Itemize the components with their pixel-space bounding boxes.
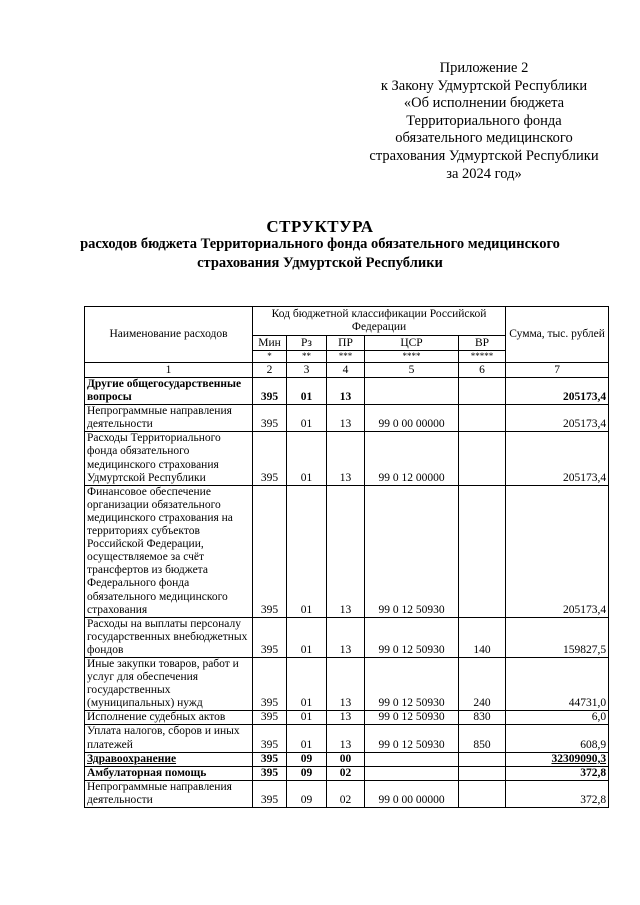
- row-csr: 99 0 00 00000: [365, 405, 459, 432]
- header-name: Наименование расходов: [85, 307, 253, 363]
- row-csr: 99 0 00 00000: [365, 780, 459, 807]
- table-row: [85, 766, 609, 780]
- row-min: 395: [253, 711, 287, 725]
- row-name: Исполнение судебных актов: [85, 711, 253, 725]
- row-name: Иные закупки товаров, работ и услуг для обеспечения государственных (муниципальных) нужд: [85, 657, 253, 710]
- row-name: Непрограммные направления деятельности: [85, 405, 253, 432]
- row-vr: 140: [459, 617, 506, 657]
- header-rz-mark: **: [287, 351, 327, 363]
- header-vr: ВР: [459, 336, 506, 351]
- row-sum: 205173,4: [506, 485, 609, 617]
- row-rz: 01: [287, 485, 327, 617]
- row-vr: [459, 432, 506, 485]
- row-csr: [365, 752, 459, 766]
- row-pr: 02: [327, 780, 365, 807]
- table-row: [85, 780, 609, 807]
- row-min: 395: [253, 752, 287, 766]
- row-csr: 99 0 12 50930: [365, 617, 459, 657]
- row-name: Финансовое обеспечение организации обязательного медицинского страхования на территориях субъектов Российской Федерации, осуществляемое за счёт трансфертов из бюджета Федерального фонда обязательного медицинского страхования: [85, 485, 253, 617]
- row-pr: 13: [327, 405, 365, 432]
- row-sum: 6,0: [506, 711, 609, 725]
- row-vr: 830: [459, 711, 506, 725]
- row-csr: 99 0 12 50930: [365, 711, 459, 725]
- column-number: 4: [327, 363, 365, 378]
- row-vr: [459, 378, 506, 405]
- row-name: Непрограммные направления деятельности: [85, 780, 253, 807]
- row-name: Расходы Территориального фонда обязательного медицинского страхования Удмуртской Республики: [85, 432, 253, 485]
- column-number: 5: [365, 363, 459, 378]
- table-row: [85, 725, 609, 752]
- row-sum: 205173,4: [506, 378, 609, 405]
- row-rz: 09: [287, 780, 327, 807]
- row-sum: 372,8: [506, 780, 609, 807]
- table-row: [85, 617, 609, 657]
- column-number: 3: [287, 363, 327, 378]
- row-pr: 13: [327, 657, 365, 710]
- row-name: Расходы на выплаты персоналу государственных внебюджетных фондов: [85, 617, 253, 657]
- document-subtitle-line-2: страхования Удмуртской Республики: [197, 255, 443, 271]
- row-pr: 13: [327, 485, 365, 617]
- row-rz: 01: [287, 378, 327, 405]
- row-min: 395: [253, 617, 287, 657]
- row-sum: 205173,4: [506, 432, 609, 485]
- annex-line: страхования Удмуртской Республики: [369, 147, 599, 164]
- row-min: 395: [253, 485, 287, 617]
- header-min-mark: *: [253, 351, 287, 363]
- table-row: [85, 752, 609, 766]
- row-pr: 13: [327, 711, 365, 725]
- header-pr: ПР: [327, 336, 365, 351]
- row-min: 395: [253, 378, 287, 405]
- header-rz: Рз: [287, 336, 327, 351]
- row-name: Уплата налогов, сборов и иных платежей: [85, 725, 253, 752]
- annex-line: к Закону Удмуртской Республики: [380, 77, 588, 94]
- row-name: Здравоохранение: [85, 752, 253, 766]
- row-vr: 240: [459, 657, 506, 710]
- header-pr-mark: ***: [327, 351, 365, 363]
- table-row: [85, 378, 609, 405]
- table-row: [85, 657, 609, 710]
- row-sum: 159827,5: [506, 617, 609, 657]
- table-row: [85, 711, 609, 725]
- annex-block: [352, 60, 616, 183]
- row-rz: 09: [287, 766, 327, 780]
- row-sum: 44731,0: [506, 657, 609, 710]
- table-row: [85, 405, 609, 432]
- row-pr: 13: [327, 378, 365, 405]
- annex-line: Приложение 2: [439, 60, 529, 76]
- row-rz: 01: [287, 405, 327, 432]
- row-rz: 01: [287, 617, 327, 657]
- document-subtitle-line-1: расходов бюджета Территориального фонда обязательного медицинского: [80, 236, 560, 252]
- row-rz: 01: [287, 725, 327, 752]
- row-min: 395: [253, 405, 287, 432]
- row-min: 395: [253, 432, 287, 485]
- row-rz: 01: [287, 657, 327, 710]
- row-pr: 13: [327, 617, 365, 657]
- row-vr: [459, 405, 506, 432]
- row-name: Амбулаторная помощь: [85, 766, 253, 780]
- row-csr: 99 0 12 50930: [365, 485, 459, 617]
- row-min: 395: [253, 725, 287, 752]
- header-vr-mark: *****: [459, 351, 506, 363]
- row-sum: 32309090,3: [506, 752, 609, 766]
- header-csr: ЦСР: [365, 336, 459, 351]
- row-sum: 608,9: [506, 725, 609, 752]
- row-vr: [459, 485, 506, 617]
- row-rz: 01: [287, 711, 327, 725]
- header-csr-mark: ****: [365, 351, 459, 363]
- row-sum: 372,8: [506, 766, 609, 780]
- row-min: 395: [253, 657, 287, 710]
- annex-line: обязательного медицинского: [395, 130, 573, 147]
- header-code-group: Код бюджетной классификации Российской Федерации: [253, 307, 506, 336]
- row-csr: [365, 378, 459, 405]
- row-pr: 13: [327, 725, 365, 752]
- row-csr: 99 0 12 00000: [365, 432, 459, 485]
- annex-line: за 2024 год»: [446, 165, 522, 182]
- row-rz: 01: [287, 432, 327, 485]
- row-vr: [459, 766, 506, 780]
- expenditure-table: [84, 306, 609, 808]
- annex-line: «Об исполнении бюджета: [403, 95, 565, 112]
- table-row: [85, 432, 609, 485]
- row-pr: 02: [327, 766, 365, 780]
- header-min: Мин: [253, 336, 287, 351]
- column-number: 7: [506, 363, 609, 378]
- row-csr: 99 0 12 50930: [365, 657, 459, 710]
- row-sum: 205173,4: [506, 405, 609, 432]
- row-pr: 00: [327, 752, 365, 766]
- row-rz: 09: [287, 752, 327, 766]
- column-number: 6: [459, 363, 506, 378]
- column-number-row: [85, 363, 609, 378]
- row-vr: 850: [459, 725, 506, 752]
- table-row: [85, 485, 609, 617]
- row-csr: 99 0 12 50930: [365, 725, 459, 752]
- column-number: 1: [85, 363, 253, 378]
- document-title: СТРУКТУРА: [266, 217, 374, 236]
- row-pr: 13: [327, 432, 365, 485]
- row-min: 395: [253, 766, 287, 780]
- row-min: 395: [253, 780, 287, 807]
- annex-line: Территориального фонда: [406, 112, 562, 129]
- header-sum: Сумма, тыс. рублей: [506, 307, 609, 363]
- row-csr: [365, 766, 459, 780]
- row-vr: [459, 780, 506, 807]
- column-number: 2: [253, 363, 287, 378]
- row-vr: [459, 752, 506, 766]
- row-name: Другие общегосударственные вопросы: [85, 378, 253, 405]
